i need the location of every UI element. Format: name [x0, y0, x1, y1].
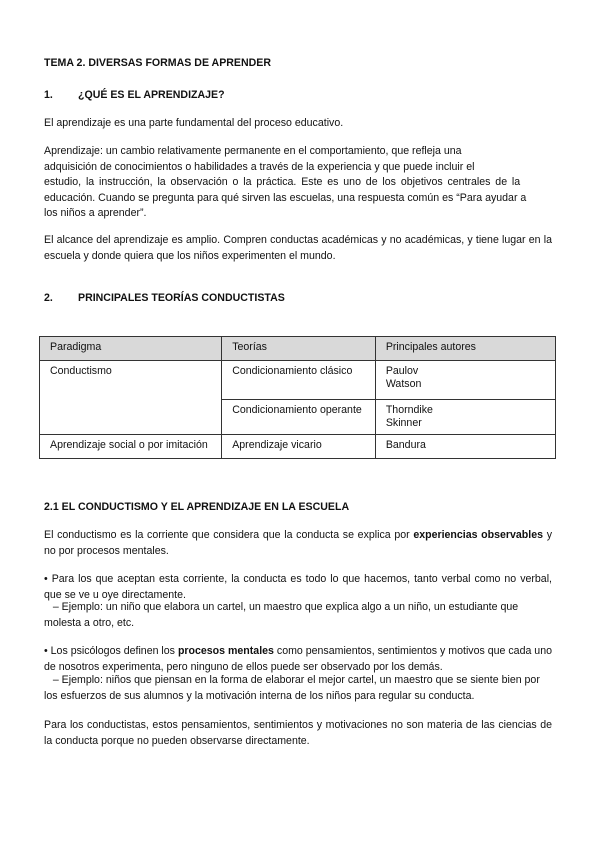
author: Watson [385, 378, 422, 390]
cell-theory: Condicionamiento operante [222, 400, 376, 435]
author: Skinner [385, 417, 422, 429]
cell-theory: Aprendizaje vicario [222, 435, 376, 459]
mental-processes-text-end: como pensamientos, sentimientos y motivos que cada uno de nosotros experimenta, pero ninguno de ellos puede ser observado por los demás. [44, 645, 552, 673]
mental-processes-emphasis: procesos mentales [177, 645, 274, 657]
section-2-heading: PRINCIPALES TEORÍAS CONDUCTISTAS [78, 292, 285, 304]
cell-paradigm: Aprendizaje social o por imitación [40, 435, 222, 459]
table-row [40, 361, 556, 400]
section-2-1-heading: 2.1 EL CONDUCTISMO Y EL APRENDIZAJE EN LA ESCUELA [44, 501, 350, 513]
definition-paragraph [44, 144, 552, 222]
header-theories: Teorías [222, 337, 376, 361]
section-1-intro: El aprendizaje es una parte fundamental del proceso educativo. [44, 117, 344, 129]
behaviorism-text: El conductismo es la corriente que considera que la conducta se explica por [44, 529, 414, 541]
behaviorism-text-end: y no por procesos mentales. [44, 529, 552, 557]
author: Bandura [385, 439, 426, 451]
conclusion-paragraph: Para los conductistas, estos pensamientos, sentimientos y motivaciones no son materia de las ciencias de la conducta porque no pueden observarse directamente. [44, 719, 552, 747]
cell-paradigm: Conductismo [40, 361, 222, 435]
header-authors: Principales autores [375, 337, 555, 361]
section-1-heading: ¿QUÉ ES EL APRENDIZAJE? [78, 89, 225, 101]
definition-line: los niños a aprender”. [44, 207, 147, 219]
document-title: TEMA 2. DIVERSAS FORMAS DE APRENDER [44, 57, 272, 69]
cell-authors [375, 400, 555, 435]
observable-experiences-emphasis: experiencias observables [413, 529, 544, 541]
cell-authors [375, 435, 555, 459]
table-row [40, 435, 556, 459]
section-1-number: 1. [44, 89, 53, 101]
definition-line: educación. Cuando se pregunta para qué sirven las escuelas, una respuesta común es “Para ayudar a [44, 191, 527, 204]
mental-processes-example: – Ejemplo: niños que piensan en la forma de elaborar el mejor cartel, un maestro que se siente bien por los esfuerzos de sus alumnos y la motivación interna de los niños para regular su conducta. [44, 674, 543, 702]
mental-processes-bullet [44, 644, 552, 675]
table-header-row [40, 337, 556, 361]
header-paradigm: Paradigma [40, 337, 222, 361]
scope-paragraph: El alcance del aprendizaje es amplio. Compren conductas académicas y no académicas, y tiene lugar en la escuela y donde quiera que los niños experimenten el mundo. [44, 234, 552, 262]
cell-authors [375, 361, 555, 400]
behaviorism-paragraph [44, 528, 552, 559]
cell-theory: Condicionamiento clásico [222, 361, 376, 400]
section-2-number: 2. [44, 292, 53, 304]
definition-line: estudio, la instrucción, la observación o la práctica. Este es uno de los objetivos centrales de la [44, 176, 521, 188]
conduct-bullet: • Para los que aceptan esta corriente, la conducta es todo lo que hacemos, tanto verbal como no verbal, que se ve u oye directamente. [44, 573, 552, 601]
definition-line: adquisición de conocimientos o habilidades a través de la experiencia y que puede incluir el [44, 160, 475, 173]
definition-line: Aprendizaje: un cambio relativamente permanente en el comportamiento, que refleja una [44, 145, 462, 157]
theories-table [39, 336, 556, 459]
mental-processes-text: • Los psicólogos definen los [44, 645, 178, 657]
conduct-example: – Ejemplo: un niño que elabora un cartel, un maestro que explica algo a un niño, un estudiante que molesta a otro, etc. [44, 601, 522, 629]
author: Thorndike [385, 404, 433, 416]
author: Paulov [385, 365, 419, 377]
